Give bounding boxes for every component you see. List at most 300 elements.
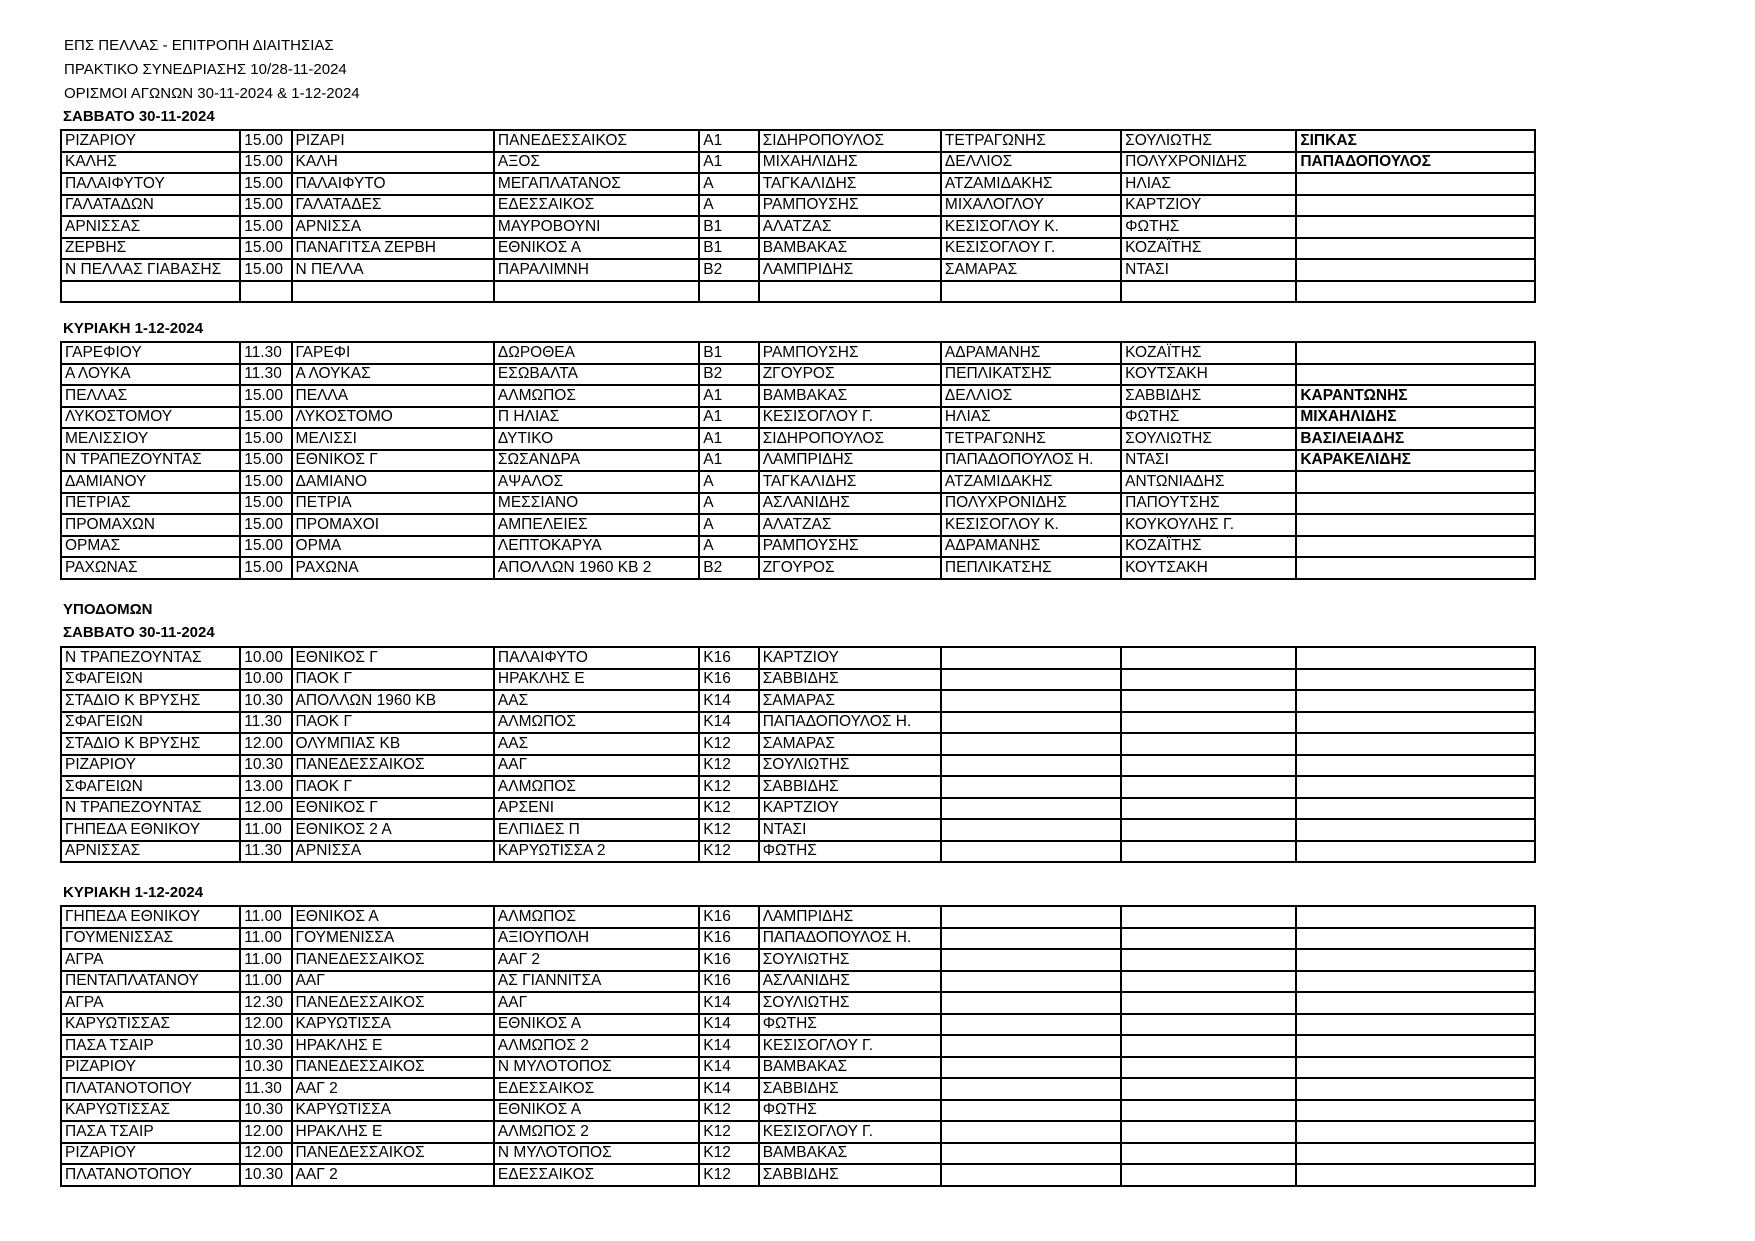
cell-home-team: ΠΑΝΕΔΕΣΣΑΙΚΟΣ [292, 1143, 494, 1165]
cell-away-team: ΕΔΕΣΣΑΙΚΟΣ [494, 1164, 699, 1186]
cell-assistant-1: ΔΕΛΛΙΟΣ [941, 152, 1121, 174]
cell-away-team: ΕΔΕΣΣΑΙΚΟΣ [494, 1078, 699, 1100]
cell-assistant-2 [1121, 1057, 1296, 1079]
cell-category: Κ12 [699, 776, 758, 798]
cell-referee: ΦΩΤΗΣ [759, 841, 941, 863]
cell-home-team: ΕΘΝΙΚΟΣ Γ [292, 798, 494, 820]
cell-away-team: ΑΡΣΕΝΙ [494, 798, 699, 820]
cell-category: Β1 [699, 342, 758, 364]
cell-time: 10.30 [240, 1035, 291, 1057]
cell-observer [1296, 819, 1535, 841]
cell-assistant-1 [941, 992, 1121, 1014]
cell-venue: Ν ΠΕΛΛΑΣ ΓΙΑΒΑΣΗΣ [61, 259, 240, 281]
cell-category: Α [699, 195, 758, 217]
cell-venue: ΜΕΛΙΣΣΙΟΥ [61, 428, 240, 450]
cell-assistant-1 [941, 647, 1121, 669]
cell-venue: Ν ΤΡΑΠΕΖΟΥΝΤΑΣ [61, 450, 240, 472]
cell-home-team: ΡΑΧΩΝΑ [292, 557, 494, 579]
cell-referee: ΛΑΜΠΡΙΔΗΣ [759, 259, 941, 281]
cell-time: 10.00 [240, 669, 291, 691]
cell-assistant-2 [1121, 906, 1296, 928]
cell-time: 11.00 [240, 819, 291, 841]
cell-referee: ΣΟΥΛΙΩΤΗΣ [759, 755, 941, 777]
cell-referee: ΛΑΜΠΡΙΔΗΣ [759, 906, 941, 928]
cell-assistant-1: ΑΔΡΑΜΑΝΗΣ [941, 342, 1121, 364]
cell-assistant-2 [1121, 1121, 1296, 1143]
table-row [61, 1057, 1535, 1079]
cell-away-team: ΑΑΣ [494, 690, 699, 712]
cell-category: Κ16 [699, 971, 758, 993]
cell-assistant-2 [1121, 712, 1296, 734]
table-row [61, 928, 1535, 950]
cell-assistant-1 [941, 281, 1121, 303]
cell-assistant-1 [941, 819, 1121, 841]
cell-category: Κ12 [699, 1164, 758, 1186]
cell-venue: ΡΙΖΑΡΙΟΥ [61, 130, 240, 152]
cell-observer [1296, 971, 1535, 993]
cell-venue: ΠΡΟΜΑΧΩΝ [61, 514, 240, 536]
table-row [61, 450, 1535, 472]
cell-home-team: ΠΑΝΕΔΕΣΣΑΙΚΟΣ [292, 1057, 494, 1079]
cell-observer [1296, 1143, 1535, 1165]
cell-away-team: ΑΛΜΩΠΟΣ 2 [494, 1121, 699, 1143]
cell-referee: ΤΑΓΚΑΛΙΔΗΣ [759, 471, 941, 493]
cell-time: 11.30 [240, 342, 291, 364]
cell-assistant-1 [941, 755, 1121, 777]
cell-venue: ΓΗΠΕΔΑ ΕΘΝΙΚΟΥ [61, 906, 240, 928]
cell-away-team: ΑΠΟΛΛΩΝ 1960 ΚΒ 2 [494, 557, 699, 579]
cell-referee: ΝΤΑΣΙ [759, 819, 941, 841]
cell-venue: ΠΕΛΛΑΣ [61, 385, 240, 407]
cell-venue: ΡΙΖΑΡΙΟΥ [61, 1143, 240, 1165]
cell-assistant-1 [941, 690, 1121, 712]
cell-referee: ΡΑΜΠΟΥΣΗΣ [759, 342, 941, 364]
cell-away-team: ΑΞΙΟΥΠΟΛΗ [494, 928, 699, 950]
schedule-table-saturday-senior [60, 129, 1536, 303]
cell-assistant-2: ΝΤΑΣΙ [1121, 450, 1296, 472]
cell-assistant-2 [1121, 992, 1296, 1014]
cell-time: 12.00 [240, 798, 291, 820]
cell-assistant-2 [1121, 971, 1296, 993]
cell-away-team: ΠΑΡΑΛΙΜΝΗ [494, 259, 699, 281]
cell-assistant-2: ΚΟΥΤΣΑΚΗ [1121, 557, 1296, 579]
cell-assistant-2 [1121, 776, 1296, 798]
cell-away-team: ΑΛΜΩΠΟΣ [494, 385, 699, 407]
cell-referee: ΣΑΒΒΙΔΗΣ [759, 776, 941, 798]
table-row [61, 906, 1535, 928]
cell-assistant-1 [941, 1078, 1121, 1100]
cell-assistant-1 [941, 1057, 1121, 1079]
table-row [61, 216, 1535, 238]
cell-assistant-1: ΤΕΤΡΑΓΩΝΗΣ [941, 130, 1121, 152]
cell-referee: ΒΑΜΒΑΚΑΣ [759, 238, 941, 260]
table-row [61, 385, 1535, 407]
cell-assistant-1 [941, 949, 1121, 971]
cell-away-team: ΑΨΑΛΟΣ [494, 471, 699, 493]
cell-venue: ΣΦΑΓΕΙΩΝ [61, 669, 240, 691]
cell-assistant-2 [1121, 1100, 1296, 1122]
cell-time: 15.00 [240, 259, 291, 281]
cell-assistant-1: ΚΕΣΙΣΟΓΛΟΥ Γ. [941, 238, 1121, 260]
cell-home-team: ΟΡΜΑ [292, 536, 494, 558]
cell-observer [1296, 1100, 1535, 1122]
cell-category: Α [699, 536, 758, 558]
cell-observer: ΚΑΡΑΚΕΛΙΔΗΣ [1296, 450, 1535, 472]
cell-assistant-2 [1121, 798, 1296, 820]
cell-observer [1296, 216, 1535, 238]
cell-time: 15.00 [240, 557, 291, 579]
cell-home-team: ΜΕΛΙΣΣΙ [292, 428, 494, 450]
cell-assistant-2: ΠΟΛΥΧΡΟΝΙΔΗΣ [1121, 152, 1296, 174]
cell-assistant-1: ΗΛΙΑΣ [941, 407, 1121, 429]
cell-home-team: ΠΑΝΕΔΕΣΣΑΙΚΟΣ [292, 755, 494, 777]
cell-away-team: ΕΘΝΙΚΟΣ Α [494, 238, 699, 260]
cell-time: 10.30 [240, 755, 291, 777]
cell-assistant-2: ΚΟΥΚΟΥΛΗΣ Γ. [1121, 514, 1296, 536]
cell-venue: ΚΑΛΗΣ [61, 152, 240, 174]
cell-category: Α [699, 514, 758, 536]
table-row [61, 407, 1535, 429]
cell-assistant-2 [1121, 1164, 1296, 1186]
cell-venue: ΓΑΛΑΤΑΔΩΝ [61, 195, 240, 217]
cell-time: 10.30 [240, 1164, 291, 1186]
cell-referee [759, 281, 941, 303]
cell-assistant-2 [1121, 647, 1296, 669]
cell-venue: ΖΕΡΒΗΣ [61, 238, 240, 260]
cell-assistant-1 [941, 906, 1121, 928]
cell-referee: ΣΑΜΑΡΑΣ [759, 733, 941, 755]
cell-observer [1296, 259, 1535, 281]
cell-observer: ΚΑΡΑΝΤΩΝΗΣ [1296, 385, 1535, 407]
cell-observer [1296, 471, 1535, 493]
cell-assistant-1 [941, 1014, 1121, 1036]
cell-home-team: ΚΑΛΗ [292, 152, 494, 174]
table-row [61, 1035, 1535, 1057]
table-row [61, 1121, 1535, 1143]
cell-away-team: ΚΑΡΥΩΤΙΣΣΑ 2 [494, 841, 699, 863]
cell-time: 15.00 [240, 238, 291, 260]
cell-referee: ΖΓΟΥΡΟΣ [759, 557, 941, 579]
cell-assistant-1 [941, 1121, 1121, 1143]
cell-time: 15.00 [240, 152, 291, 174]
cell-home-team: ΠΕΛΛΑ [292, 385, 494, 407]
cell-assistant-2 [1121, 281, 1296, 303]
cell-category: Κ14 [699, 1014, 758, 1036]
cell-observer [1296, 906, 1535, 928]
cell-venue: ΑΡΝΙΣΣΑΣ [61, 841, 240, 863]
cell-assistant-1 [941, 1143, 1121, 1165]
cell-category: Κ14 [699, 712, 758, 734]
table-row [61, 471, 1535, 493]
cell-category: Β2 [699, 364, 758, 386]
cell-category: Κ12 [699, 755, 758, 777]
cell-away-team: ΑΣ ΓΙΑΝΝΙΤΣΑ [494, 971, 699, 993]
cell-referee: ΦΩΤΗΣ [759, 1014, 941, 1036]
cell-time: 15.00 [240, 130, 291, 152]
doc-header-line-3: ΟΡΙΣΜΟΙ ΑΓΩΝΩΝ 30-11-2024 & 1-12-2024 [64, 85, 360, 102]
cell-away-team: ΑΑΓ 2 [494, 949, 699, 971]
cell-observer [1296, 281, 1535, 303]
doc-header-line-1: ΕΠΣ ΠΕΛΛΑΣ - ΕΠΙΤΡΟΠΗ ΔΙΑΙΤΗΣΙΑΣ [64, 37, 334, 54]
schedule-table-sunday-youth [60, 905, 1536, 1187]
cell-assistant-2: ΚΟΥΤΣΑΚΗ [1121, 364, 1296, 386]
cell-assistant-1: ΠΑΠΑΔΟΠΟΥΛΟΣ Η. [941, 450, 1121, 472]
cell-referee: ΚΕΣΙΣΟΓΛΟΥ Γ. [759, 407, 941, 429]
cell-referee: ΣΑΜΑΡΑΣ [759, 690, 941, 712]
cell-home-team: ΔΑΜΙΑΝΟ [292, 471, 494, 493]
cell-observer [1296, 1121, 1535, 1143]
cell-time: 10.30 [240, 1057, 291, 1079]
cell-referee: ΒΑΜΒΑΚΑΣ [759, 1057, 941, 1079]
cell-home-team: ΠΑΝΕΔΕΣΣΑΙΚΟΣ [292, 949, 494, 971]
cell-observer [1296, 238, 1535, 260]
table-row [61, 992, 1535, 1014]
cell-home-team: ΠΑΟΚ Γ [292, 712, 494, 734]
cell-time: 15.00 [240, 407, 291, 429]
cell-venue: ΟΡΜΑΣ [61, 536, 240, 558]
cell-home-team: ΑΠΟΛΛΩΝ 1960 ΚΒ [292, 690, 494, 712]
cell-assistant-1 [941, 1164, 1121, 1186]
cell-category: Κ12 [699, 819, 758, 841]
cell-referee: ΣΟΥΛΙΩΤΗΣ [759, 992, 941, 1014]
cell-away-team: ΔΥΤΙΚΟ [494, 428, 699, 450]
cell-time: 12.00 [240, 733, 291, 755]
table-row [61, 733, 1535, 755]
cell-assistant-2: ΗΛΙΑΣ [1121, 173, 1296, 195]
cell-away-team: ΑΑΣ [494, 733, 699, 755]
cell-observer [1296, 928, 1535, 950]
cell-away-team: ΑΛΜΩΠΟΣ 2 [494, 1035, 699, 1057]
cell-category: Κ14 [699, 1057, 758, 1079]
cell-away-team: ΜΕΓΑΠΛΑΤΑΝΟΣ [494, 173, 699, 195]
table-row [61, 238, 1535, 260]
cell-observer: ΠΑΠΑΔΟΠΟΥΛΟΣ [1296, 152, 1535, 174]
cell-category: Κ12 [699, 841, 758, 863]
cell-venue: ΡΙΖΑΡΙΟΥ [61, 1057, 240, 1079]
table-row [61, 536, 1535, 558]
cell-assistant-1: ΜΙΧΑΛΟΓΛΟΥ [941, 195, 1121, 217]
cell-time: 11.00 [240, 906, 291, 928]
cell-time: 11.30 [240, 841, 291, 863]
cell-venue: ΑΡΝΙΣΣΑΣ [61, 216, 240, 238]
table-row [61, 281, 1535, 303]
cell-observer [1296, 690, 1535, 712]
cell-referee: ΣΑΒΒΙΔΗΣ [759, 1164, 941, 1186]
cell-venue: ΣΤΑΔΙΟ Κ ΒΡΥΣΗΣ [61, 733, 240, 755]
cell-time: 12.00 [240, 1014, 291, 1036]
cell-category: Κ14 [699, 992, 758, 1014]
cell-venue: ΠΕΤΡΙΑΣ [61, 493, 240, 515]
table-row [61, 841, 1535, 863]
cell-category: Α1 [699, 152, 758, 174]
cell-category: Κ12 [699, 1100, 758, 1122]
cell-referee: ΠΑΠΑΔΟΠΟΥΛΟΣ Η. [759, 712, 941, 734]
cell-venue: ΠΛΑΤΑΝΟΤΟΠΟΥ [61, 1164, 240, 1186]
cell-assistant-1 [941, 712, 1121, 734]
cell-assistant-2: ΚΟΖΑΪΤΗΣ [1121, 536, 1296, 558]
cell-observer: ΣΙΠΚΑΣ [1296, 130, 1535, 152]
cell-time: 13.00 [240, 776, 291, 798]
cell-category: Κ12 [699, 1121, 758, 1143]
cell-time: 10.30 [240, 690, 291, 712]
cell-observer [1296, 557, 1535, 579]
cell-assistant-1 [941, 928, 1121, 950]
cell-venue: Α ΛΟΥΚΑ [61, 364, 240, 386]
table-row [61, 690, 1535, 712]
cell-home-team: ΑΑΓ 2 [292, 1164, 494, 1186]
cell-observer [1296, 1035, 1535, 1057]
cell-home-team: ΑΡΝΙΣΣΑ [292, 841, 494, 863]
table-row [61, 755, 1535, 777]
cell-venue: ΚΑΡΥΩΤΙΣΣΑΣ [61, 1014, 240, 1036]
cell-home-team: ΗΡΑΚΛΗΣ Ε [292, 1035, 494, 1057]
cell-away-team: ΕΣΩΒΑΛΤΑ [494, 364, 699, 386]
cell-referee: ΚΕΣΙΣΟΓΛΟΥ Γ. [759, 1121, 941, 1143]
cell-assistant-2 [1121, 733, 1296, 755]
cell-assistant-1 [941, 669, 1121, 691]
cell-time: 15.00 [240, 428, 291, 450]
table-row [61, 1164, 1535, 1186]
cell-assistant-1: ΑΤΖΑΜΙΔΑΚΗΣ [941, 471, 1121, 493]
cell-assistant-1: ΠΕΠΛΙΚΑΤΣΗΣ [941, 557, 1121, 579]
cell-assistant-2 [1121, 755, 1296, 777]
cell-away-team: ΔΩΡΟΘΕΑ [494, 342, 699, 364]
cell-home-team: ΓΑΡΕΦΙ [292, 342, 494, 364]
cell-home-team: ΓΟΥΜΕΝΙΣΣΑ [292, 928, 494, 950]
cell-away-team: Ν ΜΥΛΟΤΟΠΟΣ [494, 1057, 699, 1079]
cell-referee: ΦΩΤΗΣ [759, 1100, 941, 1122]
cell-away-team: ΑΞΟΣ [494, 152, 699, 174]
cell-referee: ΚΑΡΤΖΙΟΥ [759, 647, 941, 669]
cell-away-team: ΛΕΠΤΟΚΑΡΥΑ [494, 536, 699, 558]
cell-away-team: ΑΛΜΩΠΟΣ [494, 906, 699, 928]
cell-category [699, 281, 758, 303]
table-row [61, 819, 1535, 841]
table-row [61, 971, 1535, 993]
cell-assistant-2 [1121, 669, 1296, 691]
cell-assistant-1: ΑΔΡΑΜΑΝΗΣ [941, 536, 1121, 558]
cell-venue: ΑΓΡΑ [61, 949, 240, 971]
cell-away-team: ΑΑΓ [494, 992, 699, 1014]
cell-assistant-1 [941, 971, 1121, 993]
cell-referee: ΣΙΔΗΡΟΠΟΥΛΟΣ [759, 130, 941, 152]
cell-category: Κ12 [699, 1143, 758, 1165]
cell-venue: ΛΥΚΟΣΤΟΜΟΥ [61, 407, 240, 429]
table-row [61, 712, 1535, 734]
cell-time: 12.30 [240, 992, 291, 1014]
cell-away-team: ΑΛΜΩΠΟΣ [494, 712, 699, 734]
cell-away-team: ΠΑΛΑΙΦΥΤΟ [494, 647, 699, 669]
cell-venue: ΔΑΜΙΑΝΟΥ [61, 471, 240, 493]
cell-observer [1296, 669, 1535, 691]
cell-home-team: ΠΑΝΕΔΕΣΣΑΙΚΟΣ [292, 992, 494, 1014]
cell-assistant-2: ΦΩΤΗΣ [1121, 216, 1296, 238]
cell-venue: ΚΑΡΥΩΤΙΣΣΑΣ [61, 1100, 240, 1122]
cell-home-team: ΠΑΛΑΙΦΥΤΟ [292, 173, 494, 195]
cell-category: Κ16 [699, 906, 758, 928]
cell-referee: ΡΑΜΠΟΥΣΗΣ [759, 195, 941, 217]
cell-away-team: ΕΘΝΙΚΟΣ Α [494, 1014, 699, 1036]
cell-time: 15.00 [240, 385, 291, 407]
table-row [61, 647, 1535, 669]
cell-assistant-1 [941, 1100, 1121, 1122]
cell-venue: ΡΙΖΑΡΙΟΥ [61, 755, 240, 777]
section-label-sunday-senior: ΚΥΡΙΑΚΗ 1-12-2024 [63, 320, 204, 337]
table-row [61, 776, 1535, 798]
cell-venue: Ν ΤΡΑΠΕΖΟΥΝΤΑΣ [61, 798, 240, 820]
cell-time: 10.00 [240, 647, 291, 669]
table-row [61, 1143, 1535, 1165]
cell-observer [1296, 755, 1535, 777]
cell-assistant-2 [1121, 1078, 1296, 1100]
cell-observer: ΒΑΣΙΛΕΙΑΔΗΣ [1296, 428, 1535, 450]
section-label-sunday-youth: ΚΥΡΙΑΚΗ 1-12-2024 [63, 884, 204, 901]
cell-time: 15.00 [240, 216, 291, 238]
cell-away-team: ΣΩΣΑΝΔΡΑ [494, 450, 699, 472]
cell-assistant-2: ΚΑΡΤΖΙΟΥ [1121, 195, 1296, 217]
cell-away-team: ΕΔΕΣΣΑΙΚΟΣ [494, 195, 699, 217]
cell-assistant-2: ΣΟΥΛΙΩΤΗΣ [1121, 428, 1296, 450]
cell-category: Α [699, 493, 758, 515]
cell-home-team: ΠΑΟΚ Γ [292, 776, 494, 798]
cell-assistant-1 [941, 1035, 1121, 1057]
cell-observer [1296, 798, 1535, 820]
table-row [61, 798, 1535, 820]
cell-referee: ΣΑΒΒΙΔΗΣ [759, 669, 941, 691]
cell-home-team: ΚΑΡΥΩΤΙΣΣΑ [292, 1014, 494, 1036]
cell-assistant-2: ΦΩΤΗΣ [1121, 407, 1296, 429]
section-label-youth: ΥΠΟΔΟΜΩΝ [63, 601, 153, 618]
cell-time: 15.00 [240, 173, 291, 195]
table-row [61, 493, 1535, 515]
cell-away-team: ΑΜΠΕΛΕΙΕΣ [494, 514, 699, 536]
cell-away-team [494, 281, 699, 303]
cell-time: 15.00 [240, 450, 291, 472]
cell-assistant-2 [1121, 819, 1296, 841]
schedule-table-sunday-senior [60, 341, 1536, 580]
cell-time: 15.00 [240, 471, 291, 493]
cell-observer [1296, 949, 1535, 971]
table-row [61, 1078, 1535, 1100]
cell-assistant-1 [941, 733, 1121, 755]
table-row [61, 669, 1535, 691]
table-row [61, 195, 1535, 217]
cell-observer [1296, 173, 1535, 195]
cell-time: 15.00 [240, 514, 291, 536]
cell-assistant-2: ΚΟΖΑΪΤΗΣ [1121, 238, 1296, 260]
cell-referee: ΜΙΧΑΗΛΙΔΗΣ [759, 152, 941, 174]
table-row [61, 130, 1535, 152]
cell-observer [1296, 1078, 1535, 1100]
cell-assistant-2 [1121, 1014, 1296, 1036]
cell-away-team: ΜΑΥΡΟΒΟΥΝΙ [494, 216, 699, 238]
cell-assistant-1: ΠΕΠΛΙΚΑΤΣΗΣ [941, 364, 1121, 386]
table-row [61, 949, 1535, 971]
cell-assistant-1 [941, 776, 1121, 798]
cell-away-team: ΜΕΣΣΙΑΝΟ [494, 493, 699, 515]
cell-venue: ΑΓΡΑ [61, 992, 240, 1014]
cell-observer [1296, 841, 1535, 863]
cell-observer [1296, 647, 1535, 669]
cell-away-team: ΑΑΓ [494, 755, 699, 777]
cell-observer [1296, 493, 1535, 515]
cell-away-team: Π ΗΛΙΑΣ [494, 407, 699, 429]
table-row [61, 428, 1535, 450]
cell-assistant-2: ΚΟΖΑΪΤΗΣ [1121, 342, 1296, 364]
table-row [61, 342, 1535, 364]
cell-assistant-2 [1121, 928, 1296, 950]
cell-category: Κ12 [699, 733, 758, 755]
